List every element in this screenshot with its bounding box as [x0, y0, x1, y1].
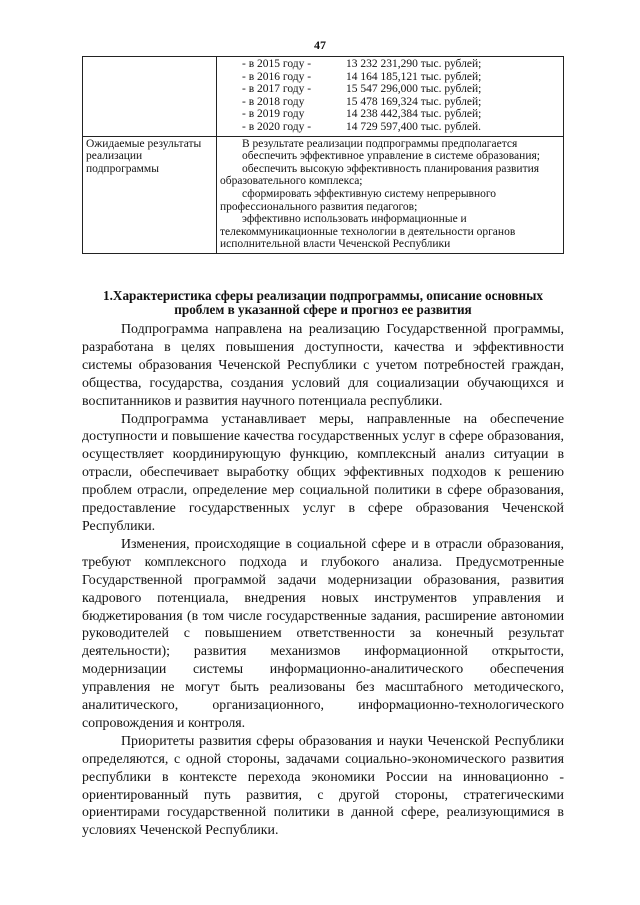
body-paragraph: Подпрограмма устанавливает меры, направленные на обеспечение доступности и повышение качества государственных услуг в сфере образования, осуществляет координирующую функцию, комплексный анализ ситуации в отрасли, обеспечивает выработку общих эффективных подходов к решению проблем отрасли, определение мер социальной политики в сфере образования, предоставление государственных услуг в сфере образования Чеченской Республики. — [82, 411, 564, 534]
financing-line — [220, 96, 560, 109]
financing-amount: 15 478 169,324 тыс. рублей; — [346, 95, 482, 108]
financing-line — [220, 71, 560, 84]
expected-results-cell — [217, 136, 564, 253]
financing-amount: 14 164 185,121 тыс. рублей; — [346, 70, 482, 83]
subprogram-passport-table — [82, 56, 564, 254]
financing-amount: 14 729 597,400 тыс. рублей. — [346, 120, 481, 133]
expected-result-line: обеспечить высокую эффективность планирования развития — [242, 162, 540, 175]
expected-results-row — [83, 136, 564, 253]
financing-values-cell — [217, 57, 564, 137]
expected-result-line: образовательного комплекса; — [220, 175, 363, 188]
financing-label-cell — [83, 57, 217, 137]
expected-result-line: профессионального развития педагогов; — [220, 200, 418, 213]
financing-line — [220, 58, 560, 71]
financing-year: - в 2019 году — [242, 108, 305, 121]
section-body — [82, 321, 564, 840]
expected-result-line: В результате реализации подпрограммы предполагается — [242, 137, 518, 150]
body-paragraph: Приоритеты развития сферы образования и науки Чеченской Республики определяются, с одной стороны, задачами социально-экономического развития республики в контексте перехода экономики России на инновационно - ориентированный путь развития, с другой стороны, стратегическими ориентирами государственной политики в данной сфере, реализующимися в условиях Чеченской Республики. — [82, 733, 564, 839]
financing-year: - в 2018 году — [242, 95, 305, 108]
financing-year: - в 2017 году - — [242, 83, 312, 96]
page-number: 47 — [314, 38, 326, 52]
body-paragraph: Подпрограмма направлена на реализацию Государственной программы, разработана в целях повышения доступности, качества и эффективности системы образования Чеченской Республики с учетом потребностей граждан, общества, государства, создания условий для социализации обучающихся и воспитанников и развития научного потенциала республики. — [82, 322, 564, 409]
financing-year: - в 2020 году - — [242, 120, 312, 133]
financing-amount: 14 238 442,384 тыс. рублей; — [346, 108, 482, 121]
financing-row — [83, 57, 564, 137]
financing-year: - в 2016 году - — [242, 70, 312, 83]
financing-line — [220, 121, 560, 134]
expected-result-line: телекоммуникационные технологии в деятельности органов — [220, 225, 516, 238]
financing-amount: 15 547 296,000 тыс. рублей; — [346, 83, 482, 96]
financing-line — [220, 83, 560, 96]
expected-result-line: исполнительной власти Чеченской Республики — [220, 238, 451, 251]
body-paragraph: Изменения, происходящие в социальной сфере и в отрасли образования, требуют комплексного подхода и глубокого анализа. Предусмотренные Государственной программой задачи модернизации образования, развития кадрового потенциала, внедрения новых инструментов управления и бюджетирования (в том числе государственные задания, расширение автономии руководителей с повышением ответственности за конечный результат деятельности); развития механизмов информационной открытости, модернизации системы информационно-аналитического обеспечения управления не могут быть реализованы без масштабного методического, аналитического, организационного, информационно-технологического сопровождения и контроля. — [82, 536, 564, 731]
expected-results-label: Ожидаемые результаты реализации подпрограммы — [83, 136, 217, 253]
section-title: 1.Характеристика сферы реализации подпрограммы, описание основных проблем в указанной сфере и прогноз ее развития — [103, 288, 543, 317]
expected-result-line: эффективно использовать информационные и — [242, 213, 467, 226]
expected-result-line: обеспечить эффективное управление в системе образования; — [242, 150, 540, 163]
financing-year: - в 2015 году - — [242, 58, 312, 70]
expected-result-line: сформировать эффективную систему непрерывного — [242, 187, 497, 200]
financing-line — [220, 108, 560, 121]
financing-amount: 13 232 231,290 тыс. рублей; — [346, 58, 482, 70]
